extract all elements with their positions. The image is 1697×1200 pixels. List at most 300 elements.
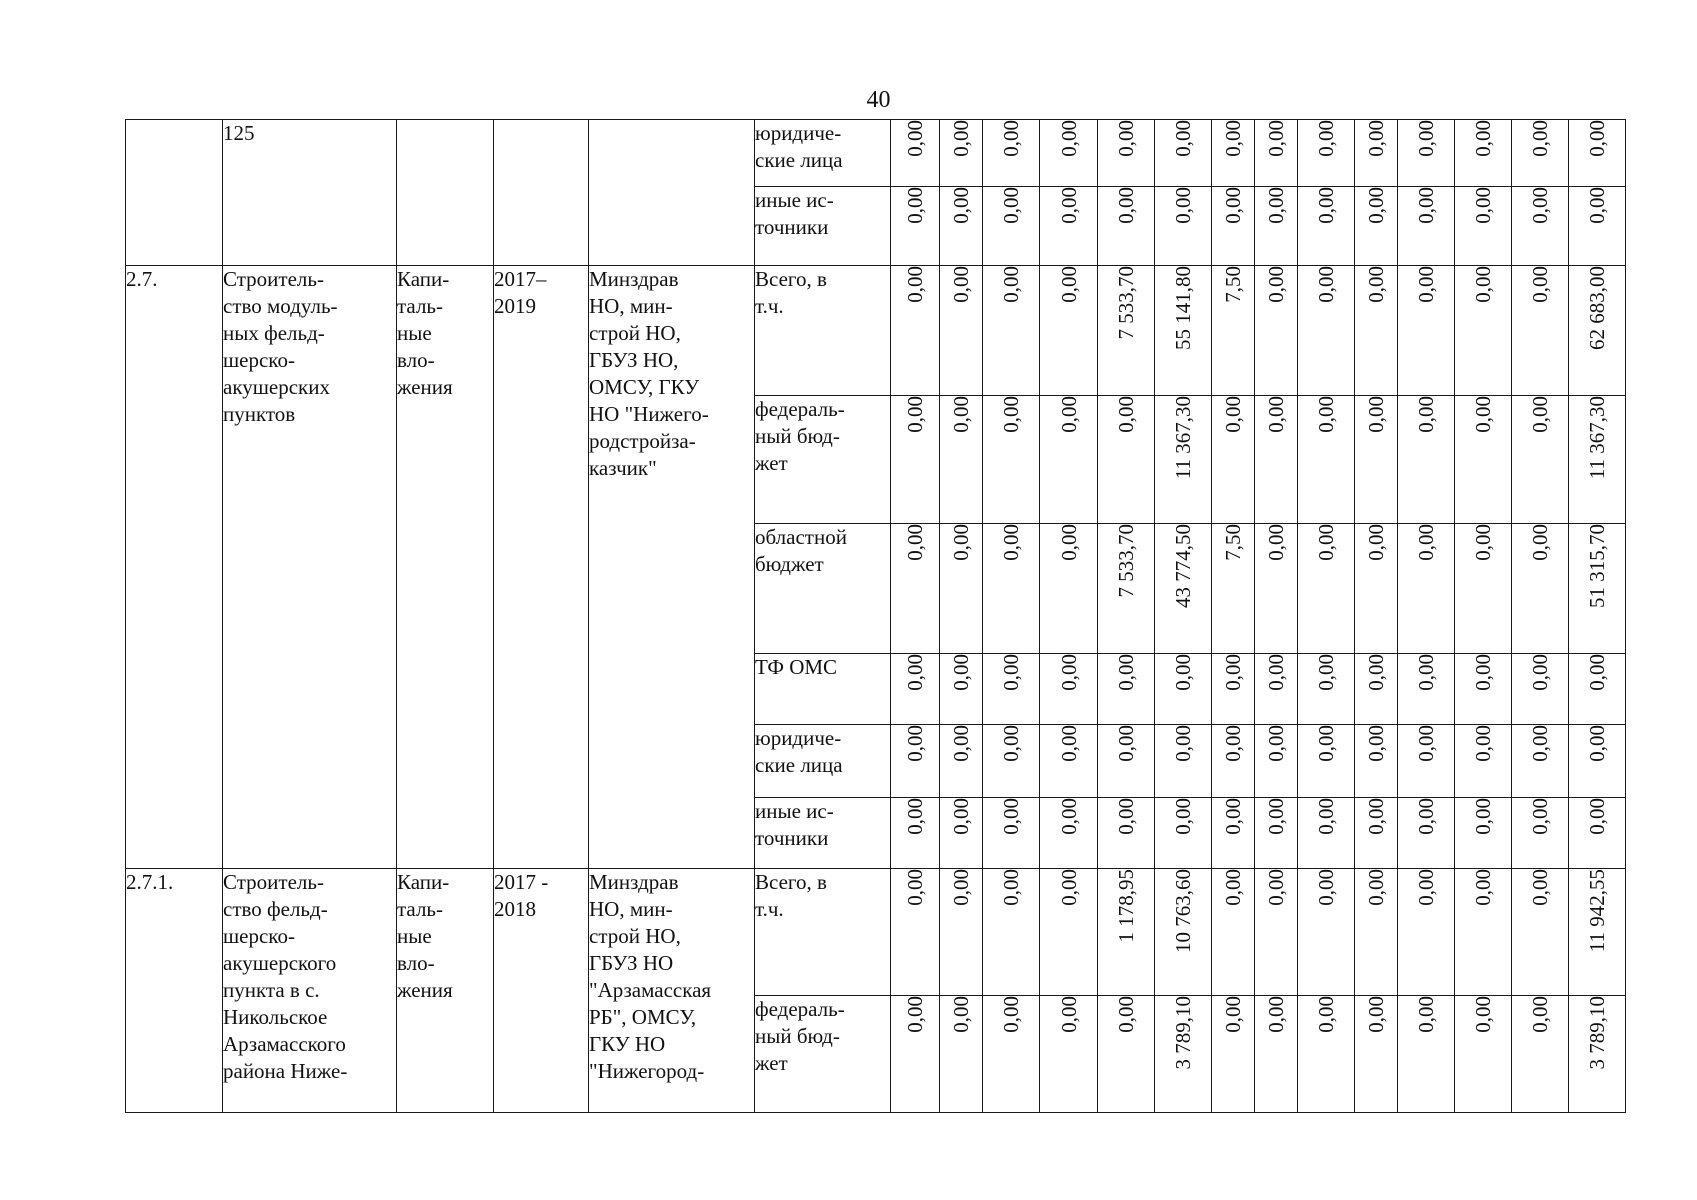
amount-value: 0,00	[949, 120, 973, 157]
amount-value: 0,00	[1056, 120, 1081, 157]
amount-value: 10 763,60	[1171, 869, 1195, 953]
amount-value: 0,00	[1471, 266, 1495, 303]
amount-cell	[1298, 798, 1355, 869]
amount-value: 0,00	[903, 187, 927, 224]
amount-value: 0,00	[1264, 524, 1288, 561]
amount-cell	[1355, 996, 1398, 1113]
item-number-cell	[126, 266, 223, 869]
amount-cell	[1569, 798, 1626, 869]
amount-value: 7 533,70	[1114, 524, 1138, 598]
amount-cell	[891, 996, 940, 1113]
amount-value: 0,00	[999, 120, 1023, 157]
amount-value: 0,00	[1264, 725, 1288, 762]
amount-cell	[1212, 869, 1255, 996]
amount-value: 0,00	[1585, 120, 1609, 157]
executor-cell	[589, 266, 755, 869]
item-name-text: 125	[223, 121, 255, 145]
amount-cell	[1298, 120, 1355, 187]
amount-value: 0,00	[1585, 187, 1609, 224]
amount-value: 0,00	[1364, 266, 1388, 303]
amount-value: 0,00	[1314, 120, 1338, 157]
amount-value: 7 533,70	[1114, 266, 1138, 340]
amount-cell	[1398, 869, 1455, 996]
amount-cell	[1212, 725, 1255, 798]
amount-value: 0,00	[1414, 996, 1438, 1033]
amount-cell	[1040, 869, 1098, 996]
table-row	[126, 120, 1626, 187]
amount-value: 0,00	[1056, 266, 1081, 303]
amount-cell	[1255, 654, 1298, 725]
period-text: 2017– 2019	[494, 267, 547, 318]
amount-cell	[891, 798, 940, 869]
amount-cell	[1298, 266, 1355, 396]
amount-cell	[940, 725, 983, 798]
amount-cell	[1040, 396, 1098, 524]
period-cell	[494, 120, 589, 266]
amount-cell	[1155, 396, 1212, 524]
amount-cell	[1040, 266, 1098, 396]
amount-value: 0,00	[999, 725, 1023, 762]
funding-source-cell	[755, 120, 891, 187]
amount-cell	[1512, 798, 1569, 869]
amount-cell	[983, 654, 1040, 725]
amount-value: 0,00	[1314, 266, 1338, 303]
amount-cell	[1098, 266, 1155, 396]
amount-cell	[1155, 524, 1212, 654]
amount-value: 0,00	[1364, 869, 1388, 906]
amount-value: 0,00	[1171, 120, 1195, 157]
amount-value: 7,50	[1221, 266, 1245, 303]
amount-cell	[1569, 654, 1626, 725]
amount-value: 0,00	[949, 396, 973, 433]
amount-value: 0,00	[1314, 187, 1338, 224]
amount-value: 62 683,00	[1585, 266, 1609, 350]
amount-cell	[1255, 798, 1298, 869]
amount-cell	[1512, 996, 1569, 1113]
amount-cell	[1255, 396, 1298, 524]
amount-value: 0,00	[1264, 187, 1288, 224]
amount-value: 11 367,30	[1171, 396, 1195, 480]
amount-value: 0,00	[1264, 396, 1288, 433]
period-text: 2017 - 2018	[494, 870, 549, 921]
amount-cell	[1298, 396, 1355, 524]
amount-value: 0,00	[1221, 396, 1245, 433]
amount-cell	[1569, 725, 1626, 798]
amount-value: 11 367,30	[1585, 396, 1609, 480]
amount-value: 0,00	[1056, 996, 1081, 1033]
amount-value: 0,00	[1171, 798, 1195, 835]
amount-value: 0,00	[903, 524, 927, 561]
amount-value: 0,00	[1471, 187, 1495, 224]
amount-value: 0,00	[903, 869, 927, 906]
amount-cell	[1355, 187, 1398, 266]
amount-cell	[1512, 187, 1569, 266]
amount-value: 0,00	[1264, 996, 1288, 1033]
amount-cell	[983, 266, 1040, 396]
amount-cell	[983, 996, 1040, 1113]
amount-cell	[1455, 524, 1512, 654]
amount-value: 0,00	[949, 524, 973, 561]
amount-cell	[940, 654, 983, 725]
amount-cell	[1512, 654, 1569, 725]
amount-value: 0,00	[1056, 798, 1081, 835]
funding-source-cell	[755, 654, 891, 725]
amount-cell	[1155, 187, 1212, 266]
amount-value: 0,00	[1471, 996, 1495, 1033]
amount-value: 7,50	[1221, 524, 1245, 561]
amount-value: 0,00	[1364, 996, 1388, 1033]
amount-value: 0,00	[1414, 524, 1438, 561]
amount-cell	[1455, 996, 1512, 1113]
amount-value: 0,00	[1471, 524, 1495, 561]
funding-source-label: федераль- ный бюд- жет	[755, 997, 845, 1075]
funding-source-label: иные ис- точники	[755, 799, 834, 850]
expense-type-text: Капи- таль- ные вло- жения	[397, 870, 453, 1002]
amount-value: 0,00	[999, 187, 1023, 224]
amount-value: 0,00	[1585, 654, 1609, 691]
amount-value: 0,00	[1114, 725, 1138, 762]
amount-cell	[1512, 396, 1569, 524]
amount-value: 0,00	[1056, 869, 1081, 906]
amount-value: 0,00	[1171, 187, 1195, 224]
amount-cell	[1098, 869, 1155, 996]
amount-cell	[1398, 120, 1455, 187]
amount-value: 51 315,70	[1585, 524, 1609, 608]
amount-value: 0,00	[1314, 524, 1338, 561]
amount-cell	[1355, 654, 1398, 725]
funding-source-cell	[755, 869, 891, 996]
amount-cell	[1398, 187, 1455, 266]
amount-value: 0,00	[1364, 654, 1388, 691]
amount-cell	[1212, 266, 1255, 396]
funding-source-cell	[755, 266, 891, 396]
amount-value: 0,00	[1264, 654, 1288, 691]
amount-value: 0,00	[903, 798, 927, 835]
amount-cell	[1298, 869, 1355, 996]
amount-cell	[940, 396, 983, 524]
funding-source-label: Всего, в т.ч.	[755, 267, 827, 318]
amount-value: 0,00	[903, 266, 927, 303]
amount-value: 0,00	[1414, 120, 1438, 157]
amount-value: 0,00	[1221, 869, 1245, 906]
amount-cell	[940, 266, 983, 396]
funding-source-label: юридиче- ские лица	[755, 121, 843, 172]
amount-cell	[1455, 798, 1512, 869]
amount-value: 0,00	[1056, 524, 1081, 561]
amount-cell	[1255, 266, 1298, 396]
amount-cell	[891, 869, 940, 996]
amount-value: 0,00	[1364, 798, 1388, 835]
amount-value: 0,00	[949, 266, 973, 303]
executor-text: Минздрав НО, мин- строй НО, ГБУЗ НО "Арзамасская РБ", ОМСУ, ГКУ НО "Нижегород-	[589, 870, 712, 1083]
item-number-text: 2.7.1.	[126, 870, 174, 894]
amount-cell	[1569, 187, 1626, 266]
amount-value: 0,00	[1364, 396, 1388, 433]
funding-source-cell	[755, 996, 891, 1113]
amount-cell	[1398, 996, 1455, 1113]
expense-type-cell	[397, 266, 494, 869]
amount-value: 0,00	[1114, 187, 1138, 224]
amount-value: 0,00	[1471, 869, 1495, 906]
amount-value: 0,00	[1414, 798, 1438, 835]
amount-value: 0,00	[1114, 996, 1138, 1033]
amount-value: 0,00	[1114, 120, 1138, 157]
amount-value: 0,00	[1414, 654, 1438, 691]
amount-value: 0,00	[1528, 798, 1552, 835]
amount-value: 0,00	[949, 798, 973, 835]
amount-value: 0,00	[1264, 869, 1288, 906]
amount-value: 0,00	[1314, 996, 1338, 1033]
amount-value: 0,00	[1528, 869, 1552, 906]
amount-cell	[1355, 524, 1398, 654]
amount-value: 3 789,10	[1585, 996, 1609, 1070]
amount-cell	[1098, 996, 1155, 1113]
amount-value: 0,00	[1585, 725, 1609, 762]
amount-value: 0,00	[1264, 120, 1288, 157]
amount-cell	[1155, 120, 1212, 187]
amount-cell	[983, 725, 1040, 798]
amount-value: 0,00	[1471, 798, 1495, 835]
amount-cell	[1098, 396, 1155, 524]
amount-cell	[1098, 120, 1155, 187]
amount-cell	[940, 187, 983, 266]
amount-value: 0,00	[949, 869, 973, 906]
amount-value: 0,00	[903, 120, 927, 157]
amount-cell	[1455, 187, 1512, 266]
amount-value: 0,00	[1264, 798, 1288, 835]
amount-cell	[1212, 120, 1255, 187]
amount-cell	[1355, 120, 1398, 187]
item-name-cell	[223, 266, 397, 869]
executor-cell	[589, 869, 755, 1113]
amount-cell	[983, 524, 1040, 654]
funding-source-cell	[755, 524, 891, 654]
amount-value: 0,00	[1471, 396, 1495, 433]
amount-value: 43 774,50	[1171, 524, 1195, 608]
amount-value: 0,00	[1171, 654, 1195, 691]
amount-cell	[1355, 396, 1398, 524]
amount-value: 0,00	[1528, 187, 1552, 224]
funding-source-label: Всего, в т.ч.	[755, 870, 827, 921]
amount-cell	[891, 266, 940, 396]
amount-value: 0,00	[903, 396, 927, 433]
amount-cell	[1298, 996, 1355, 1113]
amount-cell	[1398, 725, 1455, 798]
amount-value: 0,00	[999, 869, 1023, 906]
amount-cell	[1455, 725, 1512, 798]
amount-cell	[1098, 725, 1155, 798]
item-name-cell	[223, 869, 397, 1113]
amount-cell	[1455, 396, 1512, 524]
amount-cell	[891, 654, 940, 725]
amount-cell	[940, 524, 983, 654]
amount-cell	[1512, 524, 1569, 654]
amount-cell	[940, 996, 983, 1113]
amount-cell	[983, 120, 1040, 187]
amount-cell	[1569, 396, 1626, 524]
amount-value: 0,00	[903, 654, 927, 691]
amount-value: 0,00	[1056, 654, 1081, 691]
amount-cell	[1155, 869, 1212, 996]
funding-source-cell	[755, 798, 891, 869]
amount-cell	[1569, 120, 1626, 187]
amount-cell	[1212, 996, 1255, 1113]
funding-source-label: ТФ ОМС	[755, 655, 838, 679]
amount-value: 0,00	[1528, 996, 1552, 1033]
amount-cell	[1255, 725, 1298, 798]
amount-value: 0,00	[1221, 187, 1245, 224]
amount-value: 0,00	[1221, 996, 1245, 1033]
amount-cell	[1398, 266, 1455, 396]
budget-table	[125, 119, 1626, 1113]
amount-value: 0,00	[1414, 869, 1438, 906]
funding-source-label: областной бюджет	[755, 525, 847, 576]
amount-cell	[1255, 524, 1298, 654]
amount-cell	[1569, 996, 1626, 1113]
amount-value: 0,00	[1414, 266, 1438, 303]
funding-source-cell	[755, 396, 891, 524]
period-cell	[494, 266, 589, 869]
expense-type-text: Капи- таль- ные вло- жения	[397, 267, 453, 399]
amount-cell	[940, 798, 983, 869]
amount-cell	[1212, 396, 1255, 524]
amount-value: 0,00	[1314, 725, 1338, 762]
amount-cell	[1098, 654, 1155, 725]
amount-value: 0,00	[903, 725, 927, 762]
amount-value: 0,00	[1528, 524, 1552, 561]
amount-value: 0,00	[1528, 266, 1552, 303]
amount-cell	[1040, 654, 1098, 725]
funding-source-label: иные ис- точники	[755, 188, 834, 239]
amount-value: 0,00	[1528, 725, 1552, 762]
amount-cell	[1298, 725, 1355, 798]
item-number-cell	[126, 869, 223, 1113]
amount-cell	[1212, 798, 1255, 869]
amount-cell	[1569, 524, 1626, 654]
amount-cell	[1355, 266, 1398, 396]
amount-cell	[1212, 187, 1255, 266]
amount-cell	[1040, 120, 1098, 187]
amount-value: 0,00	[1528, 396, 1552, 433]
amount-value: 0,00	[1414, 187, 1438, 224]
amount-value: 0,00	[1114, 396, 1138, 433]
expense-type-cell	[397, 869, 494, 1113]
amount-value: 1 178,95	[1114, 869, 1138, 943]
executor-cell	[589, 120, 755, 266]
amount-value: 0,00	[1221, 120, 1245, 157]
amount-cell	[1398, 524, 1455, 654]
amount-value: 0,00	[1264, 266, 1288, 303]
amount-cell	[1098, 524, 1155, 654]
amount-cell	[1398, 798, 1455, 869]
amount-cell	[1155, 725, 1212, 798]
amount-cell	[1355, 798, 1398, 869]
amount-cell	[983, 869, 1040, 996]
amount-value: 0,00	[1171, 725, 1195, 762]
page-number: 40	[866, 87, 891, 113]
table-row	[126, 869, 1626, 996]
amount-cell	[1569, 869, 1626, 996]
amount-cell	[1569, 266, 1626, 396]
amount-value: 0,00	[1585, 798, 1609, 835]
amount-cell	[1155, 996, 1212, 1113]
amount-cell	[940, 869, 983, 996]
amount-cell	[1298, 187, 1355, 266]
amount-cell	[1040, 725, 1098, 798]
amount-value: 0,00	[1221, 725, 1245, 762]
amount-value: 0,00	[999, 654, 1023, 691]
amount-value: 0,00	[1314, 869, 1338, 906]
amount-value: 0,00	[949, 725, 973, 762]
table-row	[126, 266, 1626, 396]
amount-value: 3 789,10	[1171, 996, 1195, 1070]
amount-cell	[1398, 654, 1455, 725]
amount-cell	[983, 187, 1040, 266]
amount-cell	[1255, 869, 1298, 996]
amount-value: 0,00	[1364, 524, 1388, 561]
amount-value: 0,00	[1414, 725, 1438, 762]
amount-value: 0,00	[1314, 654, 1338, 691]
amount-cell	[1255, 120, 1298, 187]
amount-value: 55 141,80	[1171, 266, 1195, 350]
amount-value: 0,00	[949, 187, 973, 224]
amount-cell	[1455, 654, 1512, 725]
amount-value: 0,00	[1221, 654, 1245, 691]
amount-cell	[1155, 266, 1212, 396]
item-name-text: Строитель- ство фельд- шерско- акушерского пункта в с. Никольское Арзамасского района Ниже-	[223, 870, 348, 1083]
amount-cell	[1355, 725, 1398, 798]
amount-cell	[891, 725, 940, 798]
amount-cell	[940, 120, 983, 187]
amount-value: 0,00	[1114, 654, 1138, 691]
amount-cell	[1398, 396, 1455, 524]
amount-cell	[1155, 654, 1212, 725]
amount-cell	[891, 396, 940, 524]
amount-value: 11 942,55	[1585, 869, 1609, 953]
amount-cell	[1040, 187, 1098, 266]
amount-cell	[1512, 120, 1569, 187]
amount-cell	[1512, 266, 1569, 396]
funding-source-label: юридиче- ские лица	[755, 726, 843, 777]
funding-source-cell	[755, 725, 891, 798]
amount-value: 0,00	[1056, 187, 1081, 224]
item-number-text: 2.7.	[126, 267, 158, 291]
funding-source-label: федераль- ный бюд- жет	[755, 397, 845, 475]
amount-value: 0,00	[1364, 120, 1388, 157]
amount-value: 0,00	[1414, 396, 1438, 433]
amount-cell	[891, 524, 940, 654]
amount-value: 0,00	[999, 524, 1023, 561]
amount-cell	[1098, 187, 1155, 266]
amount-value: 0,00	[1528, 654, 1552, 691]
amount-cell	[1512, 725, 1569, 798]
executor-text: Минздрав НО, мин- строй НО, ГБУЗ НО, ОМСУ, ГКУ НО "Нижего- родстройза- казчик"	[589, 267, 709, 480]
amount-cell	[1212, 654, 1255, 725]
amount-value: 0,00	[999, 266, 1023, 303]
amount-cell	[1255, 996, 1298, 1113]
amount-value: 0,00	[1528, 120, 1552, 157]
amount-value: 0,00	[1471, 654, 1495, 691]
amount-value: 0,00	[1471, 725, 1495, 762]
amount-value: 0,00	[1364, 725, 1388, 762]
amount-cell	[1455, 120, 1512, 187]
amount-cell	[1040, 524, 1098, 654]
amount-value: 0,00	[1364, 187, 1388, 224]
amount-cell	[1155, 798, 1212, 869]
amount-value: 0,00	[1056, 725, 1081, 762]
item-name-cell	[223, 120, 397, 266]
amount-cell	[891, 187, 940, 266]
